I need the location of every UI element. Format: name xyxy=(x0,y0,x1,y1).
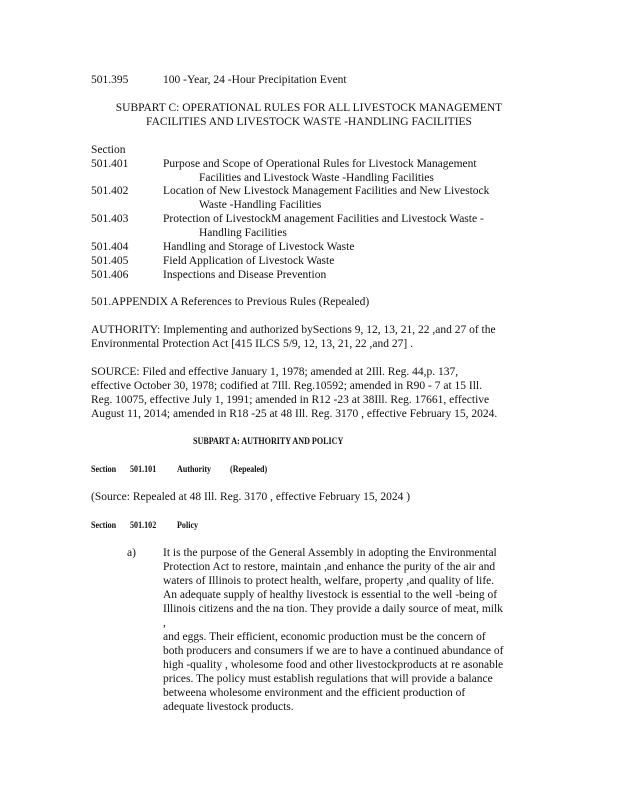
toc-section-label: Section xyxy=(91,144,126,156)
authority-line2: Environmental Protection Act [415 ILCS 5/9, 12, 13, 21, 22 ,and 27] . xyxy=(91,338,413,350)
policy-line: An adequate supply of healthy livestock is essential to the well -being of xyxy=(163,589,498,601)
toc-item-title: Purpose and Scope of Operational Rules for Livestock Management Facilities and Livestock Waste -Handling Facilities xyxy=(163,158,477,184)
toc-item-number: 501.402 xyxy=(91,185,129,197)
source-line4: August 11, 2014; amended in R18 -25 at 48 Ill. Reg. 3170 , effective February 15, 2024. xyxy=(91,408,498,420)
toc-item-number: 501.403 xyxy=(91,213,129,225)
toc-item-number: 501.405 xyxy=(91,255,129,267)
toc-item-title: Field Application of Livestock Waste xyxy=(163,255,335,267)
section-title: Authority xyxy=(177,465,212,475)
policy-line: Protection Act to restore, maintain ,and enhance the purity of the air and xyxy=(163,561,496,573)
section-title: Policy xyxy=(177,521,199,531)
policy-line: and eggs. Their efficient, economic production must be the concern of xyxy=(163,631,486,643)
policy-line: adequate livestock products. xyxy=(163,701,294,713)
authority-line1: AUTHORITY: Implementing and authorized bySections 9, 12, 13, 21, 22 ,and 27 of the xyxy=(91,324,496,336)
source-note: (Source: Repealed at 48 Ill. Reg. 3170 , effective February 15, 2024 ) xyxy=(91,491,411,503)
entry-number: 501.395 xyxy=(91,74,129,86)
source-line2: effective October 30, 1978; codified at 7Ill. Reg.10592; amended in R90 - 7 at 15 Ill. xyxy=(91,380,483,392)
policy-line: It is the purpose of the General Assembly in adopting the Environmental xyxy=(163,547,497,559)
subpart-c-heading-line2: FACILITIES AND LIVESTOCK WASTE -HANDLING FACILITIES xyxy=(146,116,472,128)
policy-line: Illinois citizens and the na tion. They provide a daily source of meat, milk , xyxy=(163,603,503,629)
section-status: (Repealed) xyxy=(230,465,268,475)
section-number: 501.101 xyxy=(130,465,157,475)
section-number: 501.102 xyxy=(130,521,157,531)
policy-line: betweena wholesome environment and the efficient production of xyxy=(163,687,466,699)
toc-item-number: 501.404 xyxy=(91,241,129,253)
source-line3: Reg. 10075, effective July 1, 1991; amended in R12 -23 at 38Ill. Reg. 17661, effective xyxy=(91,394,490,406)
subsection-label: a) xyxy=(127,547,136,559)
toc-item-number: 501.401 xyxy=(91,158,129,170)
toc-item-title: Inspections and Disease Prevention xyxy=(163,269,327,281)
section-label: Section xyxy=(91,521,117,531)
subpart-a-heading: SUBPART A: AUTHORITY AND POLICY xyxy=(193,437,344,447)
subpart-c-heading-line1: SUBPART C: OPERATIONAL RULES FOR ALL LIVESTOCK MANAGEMENT xyxy=(115,102,503,114)
policy-line: waters of Illinois to protect health, welfare, property ,and quality of life. xyxy=(163,575,495,587)
policy-line: high -quality , wholesome food and other livestockproducts at re asonable xyxy=(163,659,504,671)
appendix-entry: 501.APPENDIX A References to Previous Rules (Repealed) xyxy=(91,296,370,308)
section-label: Section xyxy=(91,465,117,475)
toc-item-title: Protection of LivestockM anagement Facilities and Livestock Waste - Handling Facilities xyxy=(163,213,484,239)
entry-title: 100 -Year, 24 -Hour Precipitation Event xyxy=(163,74,347,86)
source-line1: SOURCE: Filed and effective January 1, 1978; amended at 2Ill. Reg. 44,p. 137, xyxy=(91,366,459,378)
policy-line: prices. The policy must establish regulations that will provide a balance xyxy=(163,673,493,685)
toc-item-title: Handling and Storage of Livestock Waste xyxy=(163,241,355,253)
policy-paragraph xyxy=(163,546,508,714)
policy-line: both producers and consumers if we are to have a continued abundance of xyxy=(163,645,504,657)
toc-item-title: Location of New Livestock Management Facilities and New Livestock Waste -Handling Facilities xyxy=(163,185,490,211)
toc-item-number: 501.406 xyxy=(91,269,129,281)
